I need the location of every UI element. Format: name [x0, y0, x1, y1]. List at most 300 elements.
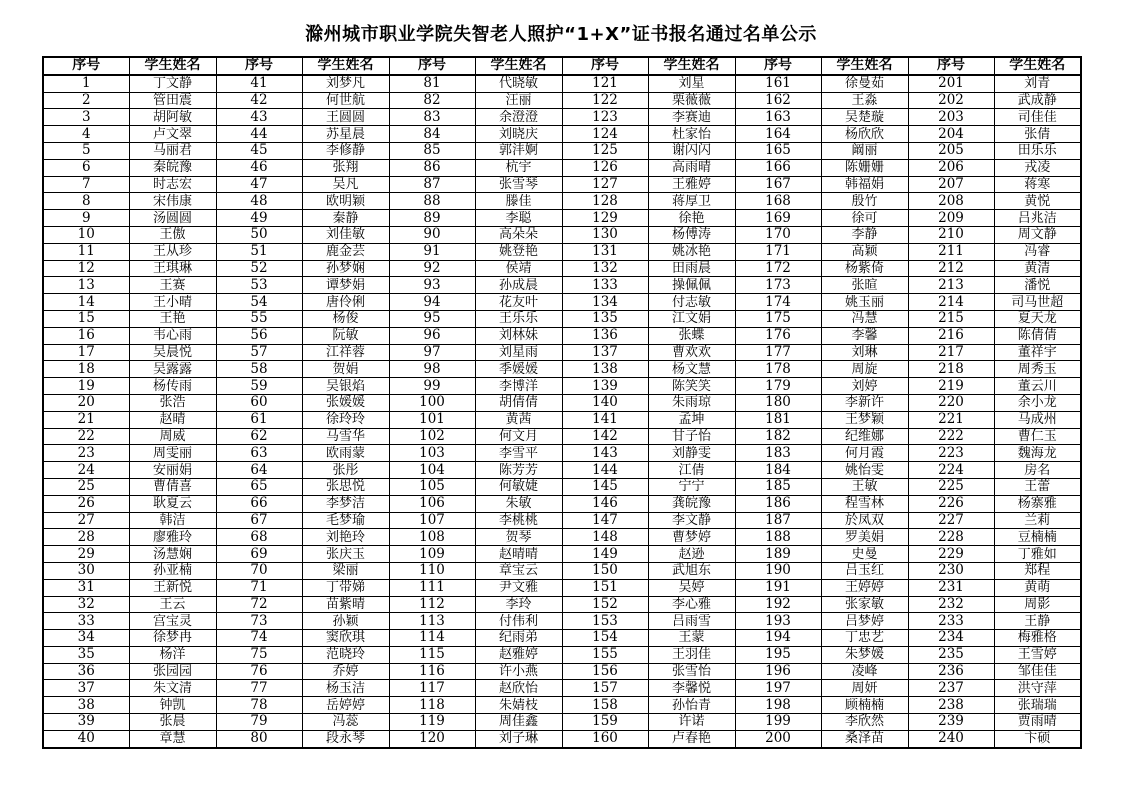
student-name-cell: 吴露露: [129, 361, 216, 378]
index-cell: 231: [908, 579, 994, 596]
index-cell: 229: [908, 546, 994, 563]
student-name-cell: 王静: [994, 613, 1081, 630]
table-row: [43, 159, 1081, 176]
index-cell: 240: [908, 730, 994, 747]
index-cell: 127: [562, 176, 648, 193]
student-name-cell: 曹欢欢: [648, 344, 735, 361]
index-cell: 199: [735, 714, 821, 731]
index-cell: 219: [908, 378, 994, 395]
student-name-cell: 杜家怡: [648, 126, 735, 143]
student-name-cell: 於凤双: [821, 512, 908, 529]
student-name-cell: 吕梦婷: [821, 613, 908, 630]
student-name-cell: 王从珍: [129, 243, 216, 260]
index-cell: 181: [735, 411, 821, 428]
student-name-cell: 马丽君: [129, 142, 216, 159]
index-cell: 19: [43, 378, 129, 395]
index-cell: 6: [43, 159, 129, 176]
index-cell: 156: [562, 663, 648, 680]
table-row: [43, 75, 1081, 92]
index-cell: 3: [43, 109, 129, 126]
column-header-index: 序号: [216, 57, 302, 75]
index-cell: 192: [735, 596, 821, 613]
index-cell: 66: [216, 495, 302, 512]
index-cell: 118: [389, 697, 475, 714]
student-name-cell: 张翔: [302, 159, 389, 176]
student-name-cell: 王梦颖: [821, 411, 908, 428]
index-cell: 67: [216, 512, 302, 529]
index-cell: 78: [216, 697, 302, 714]
student-name-cell: 戎凌: [994, 159, 1081, 176]
index-cell: 43: [216, 109, 302, 126]
student-name-cell: 张媛媛: [302, 394, 389, 411]
student-name-cell: 吴银焰: [302, 378, 389, 395]
student-name-cell: 付伟利: [475, 613, 562, 630]
student-name-cell: 陈笑笑: [648, 378, 735, 395]
index-cell: 45: [216, 142, 302, 159]
index-cell: 215: [908, 310, 994, 327]
student-name-cell: 王乐乐: [475, 310, 562, 327]
student-name-cell: 王蒙: [648, 630, 735, 647]
student-name-cell: 王圆圆: [302, 109, 389, 126]
index-cell: 134: [562, 294, 648, 311]
index-cell: 52: [216, 260, 302, 277]
index-cell: 29: [43, 546, 129, 563]
student-name-cell: 汤圆圆: [129, 210, 216, 227]
student-name-cell: 甘子怡: [648, 428, 735, 445]
table-row: [43, 294, 1081, 311]
student-name-cell: 吕兆洁: [994, 210, 1081, 227]
student-name-cell: 司佳佳: [994, 109, 1081, 126]
index-cell: 162: [735, 92, 821, 109]
index-cell: 124: [562, 126, 648, 143]
index-cell: 84: [389, 126, 475, 143]
index-cell: 163: [735, 109, 821, 126]
index-cell: 217: [908, 344, 994, 361]
student-name-cell: 张倩: [994, 126, 1081, 143]
column-header-name: 学生姓名: [821, 57, 908, 75]
student-name-cell: 司马世超: [994, 294, 1081, 311]
student-name-cell: 周文静: [994, 226, 1081, 243]
student-name-cell: 季媛媛: [475, 361, 562, 378]
table-row: [43, 92, 1081, 109]
student-name-cell: 王婷婷: [821, 579, 908, 596]
student-name-cell: 贾雨晴: [994, 714, 1081, 731]
table-row: [43, 327, 1081, 344]
student-name-cell: 王新悦: [129, 579, 216, 596]
index-cell: 232: [908, 596, 994, 613]
student-name-cell: 段永琴: [302, 730, 389, 747]
student-name-cell: 汪丽: [475, 92, 562, 109]
student-name-cell: 李馨: [821, 327, 908, 344]
index-cell: 5: [43, 142, 129, 159]
student-name-cell: 杭宇: [475, 159, 562, 176]
index-cell: 33: [43, 613, 129, 630]
index-cell: 27: [43, 512, 129, 529]
student-name-cell: 时志宏: [129, 176, 216, 193]
index-cell: 237: [908, 680, 994, 697]
index-cell: 7: [43, 176, 129, 193]
index-cell: 188: [735, 529, 821, 546]
student-name-cell: 周秀玉: [994, 361, 1081, 378]
index-cell: 85: [389, 142, 475, 159]
student-name-cell: 吴凡: [302, 176, 389, 193]
student-name-cell: 黄茜: [475, 411, 562, 428]
student-name-cell: 高雨晴: [648, 159, 735, 176]
student-name-cell: 房名: [994, 462, 1081, 479]
index-cell: 34: [43, 630, 129, 647]
index-cell: 63: [216, 445, 302, 462]
index-cell: 26: [43, 495, 129, 512]
student-name-cell: 张雪怡: [648, 663, 735, 680]
student-name-cell: 滕佳: [475, 193, 562, 210]
student-name-cell: 吴婷: [648, 579, 735, 596]
table-row: [43, 730, 1081, 747]
student-name-cell: 韩福娟: [821, 176, 908, 193]
table-row: [43, 260, 1081, 277]
student-name-cell: 潘悦: [994, 277, 1081, 294]
index-cell: 238: [908, 697, 994, 714]
index-cell: 161: [735, 75, 821, 92]
student-name-cell: 王淼: [821, 92, 908, 109]
index-cell: 155: [562, 646, 648, 663]
index-cell: 2: [43, 92, 129, 109]
student-name-cell: 朱雨琼: [648, 394, 735, 411]
student-name-cell: 黄清: [994, 260, 1081, 277]
index-cell: 148: [562, 529, 648, 546]
index-cell: 210: [908, 226, 994, 243]
index-cell: 182: [735, 428, 821, 445]
student-name-cell: 李赛迪: [648, 109, 735, 126]
index-cell: 79: [216, 714, 302, 731]
student-name-cell: 丁带娣: [302, 579, 389, 596]
column-header-index: 序号: [389, 57, 475, 75]
student-name-cell: 张蝶: [648, 327, 735, 344]
student-name-cell: 岳婷婷: [302, 697, 389, 714]
student-name-cell: 李欣然: [821, 714, 908, 731]
index-cell: 166: [735, 159, 821, 176]
index-cell: 204: [908, 126, 994, 143]
index-cell: 114: [389, 630, 475, 647]
index-cell: 17: [43, 344, 129, 361]
index-cell: 72: [216, 596, 302, 613]
table-row: [43, 663, 1081, 680]
index-cell: 208: [908, 193, 994, 210]
table-row: [43, 428, 1081, 445]
student-name-cell: 陈芳芳: [475, 462, 562, 479]
index-cell: 14: [43, 294, 129, 311]
student-name-cell: 余小龙: [994, 394, 1081, 411]
student-name-cell: 冯蕊: [302, 714, 389, 731]
student-name-cell: 何世航: [302, 92, 389, 109]
index-cell: 230: [908, 562, 994, 579]
student-name-cell: 杨欣欣: [821, 126, 908, 143]
student-name-cell: 顾楠楠: [821, 697, 908, 714]
index-cell: 133: [562, 277, 648, 294]
student-name-cell: 刘琳: [821, 344, 908, 361]
table-row: [43, 495, 1081, 512]
student-name-cell: 姚登艳: [475, 243, 562, 260]
index-cell: 57: [216, 344, 302, 361]
student-name-cell: 章慧: [129, 730, 216, 747]
student-name-cell: 陈姗姗: [821, 159, 908, 176]
index-cell: 51: [216, 243, 302, 260]
index-cell: 10: [43, 226, 129, 243]
index-cell: 38: [43, 697, 129, 714]
student-name-cell: 宁宁: [648, 478, 735, 495]
table-row: [43, 142, 1081, 159]
table-row: [43, 613, 1081, 630]
student-name-cell: 夏天龙: [994, 310, 1081, 327]
student-name-cell: 吕玉红: [821, 562, 908, 579]
student-name-cell: 刘星: [648, 75, 735, 92]
student-name-cell: 毛梦瑜: [302, 512, 389, 529]
student-name-cell: 桑泽苗: [821, 730, 908, 747]
student-name-cell: 张暄: [821, 277, 908, 294]
student-name-cell: 兰莉: [994, 512, 1081, 529]
roster-table: [42, 56, 1082, 749]
index-cell: 227: [908, 512, 994, 529]
index-cell: 122: [562, 92, 648, 109]
index-cell: 47: [216, 176, 302, 193]
student-name-cell: 花友叶: [475, 294, 562, 311]
student-name-cell: 何敏婕: [475, 478, 562, 495]
index-cell: 236: [908, 663, 994, 680]
index-cell: 129: [562, 210, 648, 227]
index-cell: 145: [562, 478, 648, 495]
table-row: [43, 226, 1081, 243]
student-name-cell: 孙梦娴: [302, 260, 389, 277]
student-name-cell: 李心雅: [648, 596, 735, 613]
index-cell: 123: [562, 109, 648, 126]
student-name-cell: 栗薇薇: [648, 92, 735, 109]
index-cell: 95: [389, 310, 475, 327]
student-name-cell: 秦静: [302, 210, 389, 227]
index-cell: 194: [735, 630, 821, 647]
student-name-cell: 董云川: [994, 378, 1081, 395]
student-name-cell: 何文月: [475, 428, 562, 445]
index-cell: 99: [389, 378, 475, 395]
table-row: [43, 462, 1081, 479]
index-cell: 165: [735, 142, 821, 159]
student-name-cell: 刘静雯: [648, 445, 735, 462]
index-cell: 64: [216, 462, 302, 479]
table-row: [43, 714, 1081, 731]
student-name-cell: 陈倩倩: [994, 327, 1081, 344]
index-cell: 15: [43, 310, 129, 327]
index-cell: 197: [735, 680, 821, 697]
index-cell: 75: [216, 646, 302, 663]
student-name-cell: 江祥蓉: [302, 344, 389, 361]
index-cell: 49: [216, 210, 302, 227]
index-cell: 200: [735, 730, 821, 747]
student-name-cell: 付志敏: [648, 294, 735, 311]
student-name-cell: 王敏: [821, 478, 908, 495]
table-row: [43, 630, 1081, 647]
column-header-name: 学生姓名: [129, 57, 216, 75]
student-name-cell: 丁文静: [129, 75, 216, 92]
index-cell: 209: [908, 210, 994, 227]
index-cell: 28: [43, 529, 129, 546]
index-cell: 68: [216, 529, 302, 546]
student-name-cell: 刘子琳: [475, 730, 562, 747]
student-name-cell: 周威: [129, 428, 216, 445]
student-name-cell: 杨傅涛: [648, 226, 735, 243]
table-row: [43, 512, 1081, 529]
student-name-cell: 程雪林: [821, 495, 908, 512]
table-body: [43, 75, 1081, 748]
student-name-cell: 胡倩倩: [475, 394, 562, 411]
student-name-cell: 刘青: [994, 75, 1081, 92]
index-cell: 143: [562, 445, 648, 462]
student-name-cell: 刘佳敏: [302, 226, 389, 243]
student-name-cell: 吴楚璇: [821, 109, 908, 126]
student-name-cell: 韦心雨: [129, 327, 216, 344]
table-row: [43, 562, 1081, 579]
table-row: [43, 210, 1081, 227]
student-name-cell: 田雨晨: [648, 260, 735, 277]
index-cell: 73: [216, 613, 302, 630]
index-cell: 116: [389, 663, 475, 680]
table-header: [43, 57, 1081, 75]
student-name-cell: 杨寨雅: [994, 495, 1081, 512]
student-name-cell: 代晓敏: [475, 75, 562, 92]
student-name-cell: 冯慧: [821, 310, 908, 327]
student-name-cell: 何月霞: [821, 445, 908, 462]
student-name-cell: 杨玉洁: [302, 680, 389, 697]
index-cell: 222: [908, 428, 994, 445]
student-name-cell: 郑程: [994, 562, 1081, 579]
index-cell: 48: [216, 193, 302, 210]
index-cell: 171: [735, 243, 821, 260]
table-row: [43, 680, 1081, 697]
student-name-cell: 许诺: [648, 714, 735, 731]
table-row: [43, 697, 1081, 714]
index-cell: 186: [735, 495, 821, 512]
index-cell: 234: [908, 630, 994, 647]
index-cell: 120: [389, 730, 475, 747]
student-name-cell: 凌峰: [821, 663, 908, 680]
student-name-cell: 张园园: [129, 663, 216, 680]
student-name-cell: 朱文清: [129, 680, 216, 697]
column-header-index: 序号: [908, 57, 994, 75]
index-cell: 170: [735, 226, 821, 243]
index-cell: 41: [216, 75, 302, 92]
index-cell: 81: [389, 75, 475, 92]
index-cell: 153: [562, 613, 648, 630]
index-cell: 77: [216, 680, 302, 697]
student-name-cell: 高颖: [821, 243, 908, 260]
index-cell: 12: [43, 260, 129, 277]
index-cell: 141: [562, 411, 648, 428]
index-cell: 172: [735, 260, 821, 277]
index-cell: 135: [562, 310, 648, 327]
index-cell: 228: [908, 529, 994, 546]
index-cell: 213: [908, 277, 994, 294]
student-name-cell: 李雪平: [475, 445, 562, 462]
student-name-cell: 谭梦娟: [302, 277, 389, 294]
index-cell: 221: [908, 411, 994, 428]
student-name-cell: 李新许: [821, 394, 908, 411]
index-cell: 130: [562, 226, 648, 243]
student-name-cell: 张家敏: [821, 596, 908, 613]
index-cell: 30: [43, 562, 129, 579]
index-cell: 158: [562, 697, 648, 714]
index-cell: 136: [562, 327, 648, 344]
index-cell: 22: [43, 428, 129, 445]
student-name-cell: 赵晴: [129, 411, 216, 428]
index-cell: 60: [216, 394, 302, 411]
student-name-cell: 周旋: [821, 361, 908, 378]
student-name-cell: 王羽佳: [648, 646, 735, 663]
index-cell: 198: [735, 697, 821, 714]
column-header-name: 学生姓名: [994, 57, 1081, 75]
student-name-cell: 曹仁玉: [994, 428, 1081, 445]
index-cell: 178: [735, 361, 821, 378]
index-cell: 82: [389, 92, 475, 109]
index-cell: 97: [389, 344, 475, 361]
student-name-cell: 赵欣怡: [475, 680, 562, 697]
column-header-name: 学生姓名: [648, 57, 735, 75]
index-cell: 21: [43, 411, 129, 428]
table-row: [43, 445, 1081, 462]
student-name-cell: 张彤: [302, 462, 389, 479]
index-cell: 86: [389, 159, 475, 176]
index-cell: 149: [562, 546, 648, 563]
student-name-cell: 吴晨悦: [129, 344, 216, 361]
student-name-cell: 朱婧枝: [475, 697, 562, 714]
index-cell: 113: [389, 613, 475, 630]
index-cell: 174: [735, 294, 821, 311]
student-name-cell: 王小晴: [129, 294, 216, 311]
student-name-cell: 安丽娟: [129, 462, 216, 479]
index-cell: 131: [562, 243, 648, 260]
index-cell: 4: [43, 126, 129, 143]
table-row: [43, 193, 1081, 210]
index-cell: 20: [43, 394, 129, 411]
index-cell: 102: [389, 428, 475, 445]
index-cell: 179: [735, 378, 821, 395]
student-name-cell: 武旭东: [648, 562, 735, 579]
student-name-cell: 苏星晨: [302, 126, 389, 143]
index-cell: 201: [908, 75, 994, 92]
index-cell: 83: [389, 109, 475, 126]
student-name-cell: 李馨悦: [648, 680, 735, 697]
table-row: [43, 579, 1081, 596]
student-name-cell: 邹佳佳: [994, 663, 1081, 680]
student-name-cell: 鹿金芸: [302, 243, 389, 260]
index-cell: 91: [389, 243, 475, 260]
student-name-cell: 胡阿敏: [129, 109, 216, 126]
student-name-cell: 纪雨弟: [475, 630, 562, 647]
index-cell: 159: [562, 714, 648, 731]
student-name-cell: 丁雅如: [994, 546, 1081, 563]
index-cell: 235: [908, 646, 994, 663]
index-cell: 225: [908, 478, 994, 495]
index-cell: 226: [908, 495, 994, 512]
table-row: [43, 394, 1081, 411]
index-cell: 176: [735, 327, 821, 344]
student-name-cell: 窦欣琪: [302, 630, 389, 647]
student-name-cell: 黄悦: [994, 193, 1081, 210]
table-row: [43, 646, 1081, 663]
student-name-cell: 孙颖: [302, 613, 389, 630]
index-cell: 104: [389, 462, 475, 479]
student-name-cell: 朱敏: [475, 495, 562, 512]
student-name-cell: 曹倩喜: [129, 478, 216, 495]
index-cell: 115: [389, 646, 475, 663]
table-row: [43, 378, 1081, 395]
index-cell: 202: [908, 92, 994, 109]
